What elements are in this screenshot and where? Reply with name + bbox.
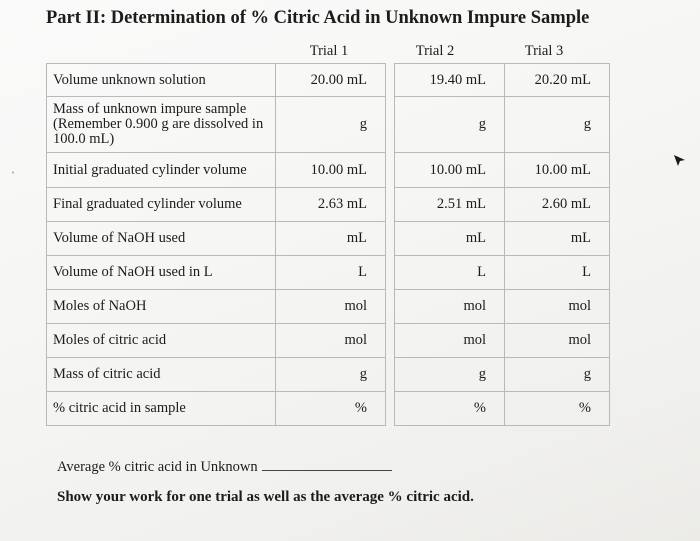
table-row <box>47 188 610 222</box>
table-row <box>47 392 610 426</box>
trial-2-cell: mol <box>395 290 505 324</box>
trial-3-header: Trial 3 <box>524 43 564 59</box>
trial-3-cell: 2.60 mL <box>505 188 610 222</box>
average-answer-blank[interactable] <box>262 458 392 471</box>
trial-1-cell: mol <box>276 290 386 324</box>
trial-2-cell: g <box>395 97 505 153</box>
trial-1-header: Trial 1 <box>309 43 349 59</box>
table-row <box>47 358 610 392</box>
row-label: Volume of NaOH used <box>47 222 276 256</box>
trial-3-cell: mol <box>505 324 610 358</box>
trial-3-cell: g <box>505 97 610 153</box>
trial-3-cell: % <box>505 392 610 426</box>
trial-3-cell: mol <box>505 290 610 324</box>
trial-2-cell: 2.51 mL <box>395 188 505 222</box>
row-label: Mass of unknown impure sample (Remember 0.900 g are dissolved in 100.0 mL) <box>47 97 276 153</box>
trial-3-cell: g <box>505 358 610 392</box>
trial-2-cell: L <box>395 256 505 290</box>
average-label: Average % citric acid in Unknown <box>57 459 258 475</box>
column-gap <box>386 64 395 97</box>
trial-1-cell: 2.63 mL <box>276 188 386 222</box>
row-label: Moles of NaOH <box>47 290 276 324</box>
column-gap <box>386 188 395 222</box>
pen-mark-icon: ˈ <box>11 169 15 183</box>
table-row <box>47 256 610 290</box>
row-label: Volume unknown solution <box>47 64 276 97</box>
column-gap <box>386 153 395 188</box>
trial-3-cell: mL <box>505 222 610 256</box>
trial-2-cell: mol <box>395 324 505 358</box>
data-table <box>46 63 610 426</box>
column-gap <box>386 358 395 392</box>
table-row <box>47 222 610 256</box>
show-work-instruction: Show your work for one trial as well as the average % citric acid. <box>57 489 474 505</box>
row-label: Initial graduated cylinder volume <box>47 153 276 188</box>
trial-1-cell: L <box>276 256 386 290</box>
column-gap <box>386 324 395 358</box>
trial-2-cell: g <box>395 358 505 392</box>
column-gap <box>386 222 395 256</box>
trial-2-cell: % <box>395 392 505 426</box>
trial-1-cell: g <box>276 97 386 153</box>
column-gap <box>386 256 395 290</box>
trial-1-cell: 20.00 mL <box>276 64 386 97</box>
trial-1-cell: mol <box>276 324 386 358</box>
table-row <box>47 290 610 324</box>
trial-2-cell: 10.00 mL <box>395 153 505 188</box>
trial-2-cell: 19.40 mL <box>395 64 505 97</box>
page-title: Part II: Determination of % Citric Acid in Unknown Impure Sample <box>46 8 590 28</box>
row-label: Moles of citric acid <box>47 324 276 358</box>
trial-1-cell: mL <box>276 222 386 256</box>
column-gap <box>386 97 395 153</box>
trial-1-cell: 10.00 mL <box>276 153 386 188</box>
row-label: Final graduated cylinder volume <box>47 188 276 222</box>
mouse-cursor-icon <box>673 154 687 168</box>
trial-1-cell: g <box>276 358 386 392</box>
table-row <box>47 324 610 358</box>
row-label: % citric acid in sample <box>47 392 276 426</box>
table-row <box>47 97 610 153</box>
trial-3-cell: 20.20 mL <box>505 64 610 97</box>
trial-3-cell: L <box>505 256 610 290</box>
table-row <box>47 153 610 188</box>
trial-1-cell: % <box>276 392 386 426</box>
column-gap <box>386 392 395 426</box>
row-label: Mass of citric acid <box>47 358 276 392</box>
row-label: Volume of NaOH used in L <box>47 256 276 290</box>
trial-2-cell: mL <box>395 222 505 256</box>
trial-2-header: Trial 2 <box>415 43 455 59</box>
average-line <box>57 458 392 476</box>
column-gap <box>386 290 395 324</box>
table-row <box>47 64 610 97</box>
trial-3-cell: 10.00 mL <box>505 153 610 188</box>
